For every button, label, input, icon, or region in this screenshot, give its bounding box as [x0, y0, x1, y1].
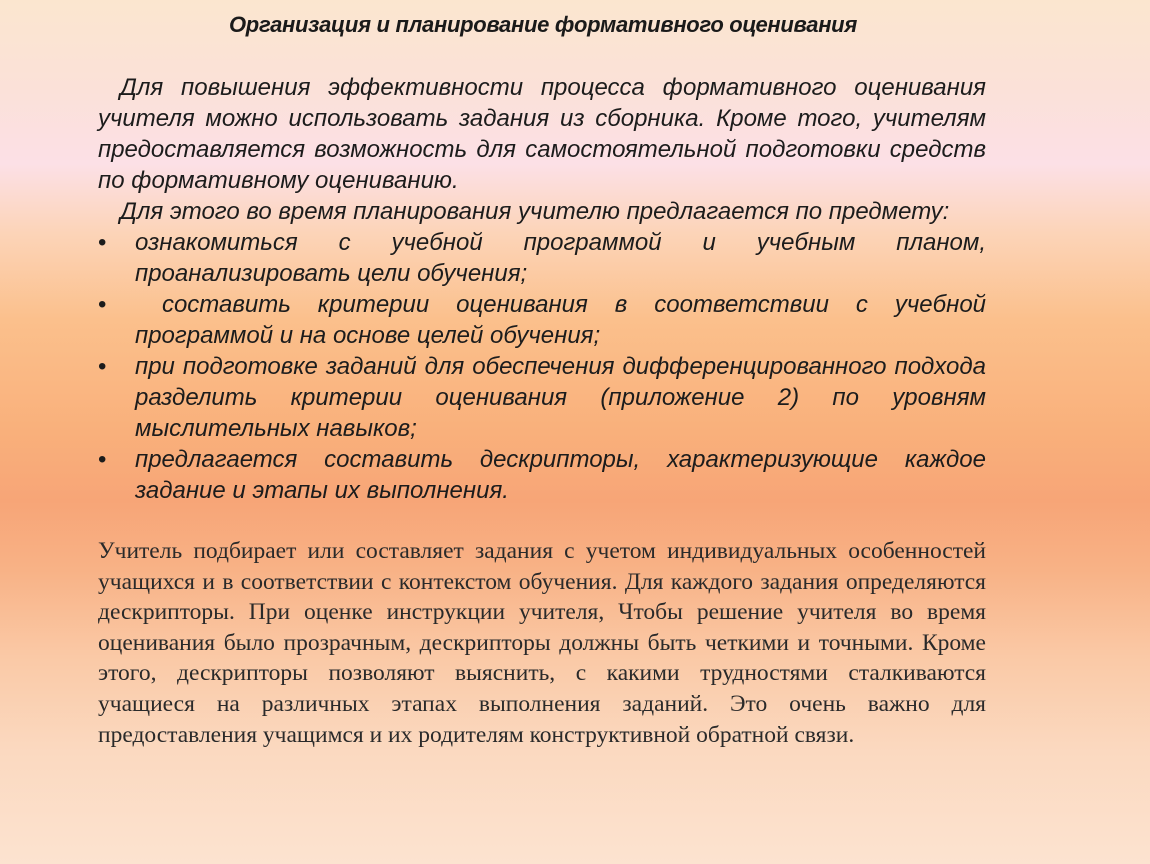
lead-paragraph: Для этого во время планирования учителю предлагается по предмету: [120, 198, 950, 225]
recommendation-list [98, 227, 993, 506]
list-item [98, 444, 986, 506]
list-item [98, 289, 993, 351]
list-item-text: ознакомиться с учебной программой и учебным планом, проанализировать цели обучения; [135, 229, 986, 287]
list-item-text: предлагается составить дескрипторы, характеризующие каждое задание и этапы их выполнения. [135, 446, 986, 504]
list-item-text: при подготовке заданий для обеспечения дифференцированного подхода разделить критерии оценивания (приложение 2) по уровням мыслительных навыков; [135, 353, 986, 442]
bullet-icon: • [98, 446, 107, 473]
slide-title: Организация и планирование формативного оценивания [229, 12, 857, 37]
bullet-icon: • [98, 229, 107, 256]
list-item [98, 227, 986, 289]
italic-text-block [98, 72, 993, 506]
list-item [98, 351, 986, 444]
intro-paragraph: Для повышения эффективности процесса формативного оценивания учителя можно использовать задания из сборника. Кроме того, учителям предоставляется возможность для самостоятельной подготовки средств по формативному оцениванию. [98, 74, 986, 194]
closing-paragraph: Учитель подбирает или составляет задания с учетом индивидуальных особенностей учащихся и в соответствии с контекстом обучения. Для каждого задания определяются дескрипторы. При оценке инструкции учителя, Чтобы решение учителя во время оценивания было прозрачным, дескрипторы должны быть четкими и точными. Кроме этого, дескрипторы позволяют выяснить, с какими трудностями сталкиваются учащиеся на различных этапах выполнения заданий. Это очень важно для предоставления учащимся и их родителям конструктивной обратной связи. [98, 538, 986, 748]
bullet-icon: • [98, 291, 107, 318]
list-item-text: составить критерии оценивания в соответствии с учебной программой и на основе целей обучения; [135, 291, 993, 349]
bullet-icon: • [98, 353, 107, 380]
